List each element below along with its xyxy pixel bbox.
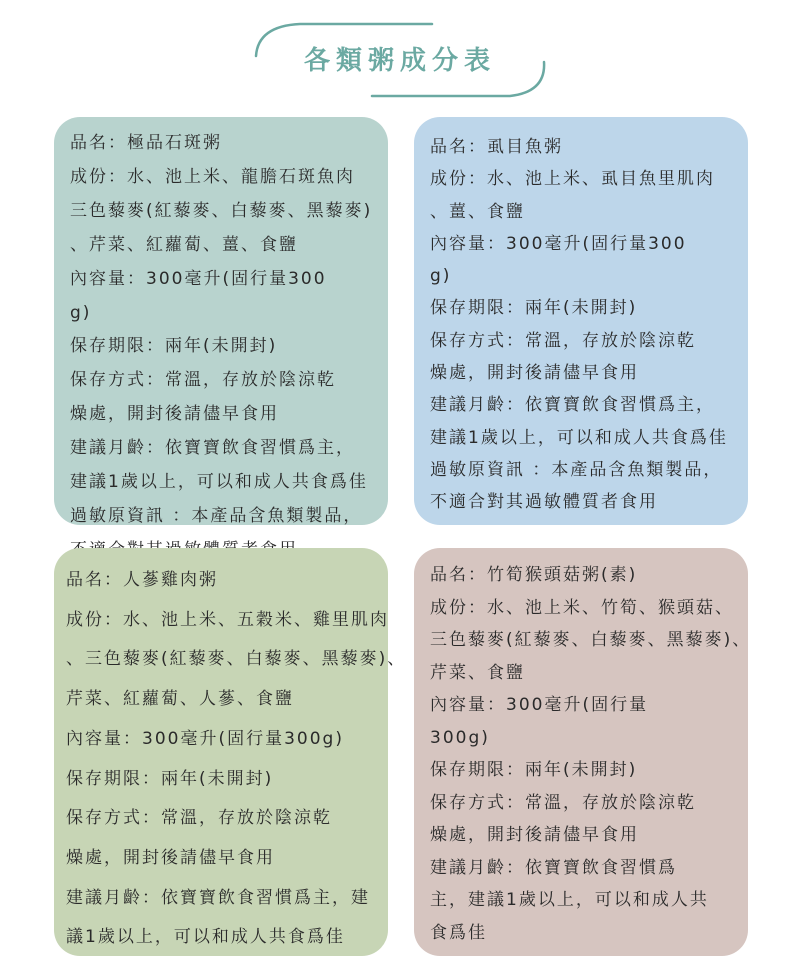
storage-line: 保存方式：常溫，存放於陰涼乾: [70, 370, 336, 391]
age-suggestion-line: 主，建議1歲以上，可以和成人共: [430, 890, 709, 910]
card-ginseng-chicken-porridge: [54, 548, 407, 956]
title-header: [0, 0, 800, 110]
age-suggestion-line: 建議1歲以上，可以和成人共食爲佳: [430, 427, 728, 448]
shelf-life-line: 保存期限：兩年(未開封): [430, 760, 638, 780]
net-content-line: g): [430, 266, 452, 287]
ingredients-line: 三色藜麥(紅藜麥、白藜麥、黑藜麥): [70, 200, 373, 221]
product-name: 品名：人蔘雞肉粥: [66, 570, 218, 590]
storage-line: 燥處，開封後請儘早食用: [70, 404, 279, 425]
age-suggestion-line: 建議1歲以上，可以和成人共食爲佳: [70, 472, 368, 493]
product-name: 品名：虱目魚粥: [430, 137, 563, 157]
net-content-line: g): [70, 302, 92, 323]
ingredients-line: 三色藜麥(紅藜麥、白藜麥、黑藜麥)、: [430, 630, 752, 650]
age-suggestion-line: 建議月齡：依寶寶飲食習慣爲主，: [430, 395, 715, 416]
card-grouper-porridge: [54, 117, 388, 525]
net-content-line: 300g): [430, 727, 490, 748]
age-suggestion-line: 建議月齡：依寶寶飲食習慣爲主，建: [66, 887, 370, 908]
age-suggestion-line: 建議月齡：依寶寶飲食習慣爲主，: [70, 438, 355, 459]
ingredients-line: 芹菜、紅蘿蔔、人蔘、食鹽: [66, 689, 294, 710]
allergen-line: 不適合對其過敏體質者食用: [430, 492, 658, 513]
page-title: 各類粥成分表: [303, 46, 496, 76]
storage-line: 保存方式：常溫，存放於陰涼乾: [66, 808, 332, 829]
ingredients-line: 芹菜、食鹽: [430, 662, 525, 683]
card-bamboo-mushroom-porridge: [414, 548, 752, 956]
shelf-life-line: 保存期限：兩年(未開封): [70, 336, 278, 357]
age-suggestion-line: 議1歲以上，可以和成人共食爲佳: [66, 927, 345, 948]
ingredients-line: 、芹菜、紅蘿蔔、薑、食鹽: [70, 234, 298, 255]
ingredients-line: 成份：水、池上米、五穀米、雞里肌肉: [66, 609, 389, 630]
storage-line: 燥處，開封後請儘早食用: [66, 847, 275, 868]
ingredients-line: 、薑、食鹽: [430, 201, 525, 222]
product-name: 品名：竹筍猴頭菇粥(素): [430, 565, 638, 585]
shelf-life-line: 保存期限：兩年(未開封): [430, 298, 638, 319]
allergen-line: 過敏原資訊 ：本產品含魚類製品，: [70, 505, 363, 526]
ingredients-line: 成份：水、池上米、龍膽石斑魚肉: [70, 166, 355, 187]
net-content-line: 內容量：300毫升(固行量300g): [66, 728, 344, 749]
shelf-life-line: 保存期限：兩年(未開封): [66, 768, 274, 789]
ingredients-line: 成份：水、池上米、虱目魚里肌肉: [430, 169, 715, 190]
storage-line: 保存方式：常溫，存放於陰涼乾: [430, 792, 696, 813]
net-content-line: 內容量：300毫升(固行量300: [70, 268, 327, 289]
card-milkfish-porridge: [414, 117, 748, 525]
net-content-line: 內容量：300毫升(固行量300: [430, 233, 687, 254]
product-name: 品名：極品石斑粥: [70, 133, 222, 153]
ingredients-line: 、三色藜麥(紅藜麥、白藜麥、黑藜麥)、: [66, 649, 407, 670]
allergen-line: 過敏原資訊 ：本產品含魚類製品，: [430, 459, 723, 480]
age-suggestion-line: 建議月齡：依寶寶飲食習慣爲: [430, 857, 677, 878]
ingredients-line: 成份：水、池上米、竹筍、猴頭菇、: [430, 597, 734, 618]
net-content-line: 內容量：300毫升(固行量: [430, 695, 649, 715]
storage-line: 燥處，開封後請儘早食用: [430, 363, 639, 384]
age-suggestion-line: 食爲佳: [430, 922, 487, 943]
storage-line: 燥處，開封後請儘早食用: [430, 825, 639, 845]
storage-line: 保存方式：常溫，存放於陰涼乾: [430, 330, 696, 351]
